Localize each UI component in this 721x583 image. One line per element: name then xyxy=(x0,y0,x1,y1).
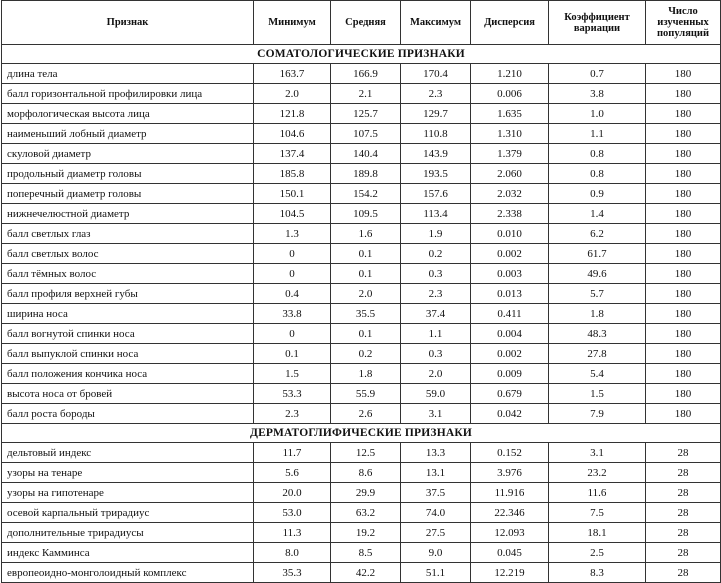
data-table xyxy=(1,0,721,583)
cell-populations: 180 xyxy=(646,324,721,344)
cell-variance: 1.379 xyxy=(471,144,549,164)
cell-mean: 1.8 xyxy=(331,364,401,384)
cell-maximum: 27.5 xyxy=(401,523,471,543)
cell-mean: 2.0 xyxy=(331,284,401,304)
cell-trait: балл положения кончика носа xyxy=(2,364,254,384)
cell-coefficient: 1.1 xyxy=(549,124,646,144)
cell-coefficient: 23.2 xyxy=(549,463,646,483)
cell-minimum: 1.3 xyxy=(254,224,331,244)
cell-populations: 28 xyxy=(646,503,721,523)
cell-coefficient: 0.9 xyxy=(549,184,646,204)
cell-mean: 154.2 xyxy=(331,184,401,204)
cell-maximum: 193.5 xyxy=(401,164,471,184)
cell-populations: 28 xyxy=(646,483,721,503)
cell-mean: 2.1 xyxy=(331,84,401,104)
cell-minimum: 8.0 xyxy=(254,543,331,563)
cell-maximum: 2.0 xyxy=(401,364,471,384)
cell-populations: 28 xyxy=(646,443,721,463)
cell-trait: узоры на тенаре xyxy=(2,463,254,483)
cell-mean: 42.2 xyxy=(331,563,401,583)
cell-trait: балл светлых волос xyxy=(2,244,254,264)
cell-minimum: 104.5 xyxy=(254,204,331,224)
cell-coefficient: 1.0 xyxy=(549,104,646,124)
cell-mean: 8.6 xyxy=(331,463,401,483)
cell-maximum: 1.9 xyxy=(401,224,471,244)
cell-minimum: 53.0 xyxy=(254,503,331,523)
cell-variance: 0.009 xyxy=(471,364,549,384)
cell-minimum: 104.6 xyxy=(254,124,331,144)
header-minimum: Минимум xyxy=(254,1,331,45)
cell-populations: 180 xyxy=(646,144,721,164)
cell-maximum: 9.0 xyxy=(401,543,471,563)
cell-populations: 180 xyxy=(646,184,721,204)
cell-minimum: 2.0 xyxy=(254,84,331,104)
cell-populations: 28 xyxy=(646,523,721,543)
table-row xyxy=(2,164,721,184)
cell-trait: ширина носа xyxy=(2,304,254,324)
cell-populations: 180 xyxy=(646,124,721,144)
cell-variance: 2.338 xyxy=(471,204,549,224)
cell-populations: 180 xyxy=(646,84,721,104)
cell-maximum: 170.4 xyxy=(401,64,471,84)
cell-variance: 0.004 xyxy=(471,324,549,344)
header-mean: Средняя xyxy=(331,1,401,45)
cell-variance: 0.679 xyxy=(471,384,549,404)
cell-trait: балл светлых глаз xyxy=(2,224,254,244)
cell-populations: 180 xyxy=(646,104,721,124)
table-row xyxy=(2,64,721,84)
header-coefficient-of-variation: Коэффициент вариации xyxy=(549,1,646,45)
cell-trait: морфологическая высота лица xyxy=(2,104,254,124)
cell-variance: 0.002 xyxy=(471,244,549,264)
header-variance: Дисперсия xyxy=(471,1,549,45)
cell-mean: 55.9 xyxy=(331,384,401,404)
cell-coefficient: 1.4 xyxy=(549,204,646,224)
cell-maximum: 0.3 xyxy=(401,264,471,284)
cell-minimum: 1.5 xyxy=(254,364,331,384)
cell-mean: 166.9 xyxy=(331,64,401,84)
cell-trait: индекс Камминса xyxy=(2,543,254,563)
cell-minimum: 11.3 xyxy=(254,523,331,543)
table-row xyxy=(2,224,721,244)
cell-variance: 2.032 xyxy=(471,184,549,204)
cell-maximum: 13.3 xyxy=(401,443,471,463)
cell-minimum: 0.4 xyxy=(254,284,331,304)
cell-coefficient: 0.7 xyxy=(549,64,646,84)
table-row xyxy=(2,124,721,144)
cell-coefficient: 5.4 xyxy=(549,364,646,384)
cell-mean: 0.1 xyxy=(331,264,401,284)
cell-trait: балл тёмных волос xyxy=(2,264,254,284)
cell-minimum: 0 xyxy=(254,264,331,284)
table-row xyxy=(2,443,721,463)
cell-mean: 1.6 xyxy=(331,224,401,244)
cell-mean: 12.5 xyxy=(331,443,401,463)
cell-minimum: 20.0 xyxy=(254,483,331,503)
cell-variance: 0.003 xyxy=(471,264,549,284)
table-row xyxy=(2,503,721,523)
cell-populations: 180 xyxy=(646,344,721,364)
cell-mean: 107.5 xyxy=(331,124,401,144)
cell-coefficient: 48.3 xyxy=(549,324,646,344)
cell-variance: 0.152 xyxy=(471,443,549,463)
cell-minimum: 33.8 xyxy=(254,304,331,324)
cell-maximum: 2.3 xyxy=(401,284,471,304)
cell-minimum: 0 xyxy=(254,244,331,264)
table-row xyxy=(2,384,721,404)
cell-trait: узоры на гипотенаре xyxy=(2,483,254,503)
cell-populations: 180 xyxy=(646,284,721,304)
cell-variance: 0.411 xyxy=(471,304,549,324)
cell-coefficient: 5.7 xyxy=(549,284,646,304)
section-title: ДЕРМАТОГЛИФИЧЕСКИЕ ПРИЗНАКИ xyxy=(2,424,721,443)
cell-trait: продольный диаметр головы xyxy=(2,164,254,184)
cell-variance: 1.635 xyxy=(471,104,549,124)
cell-trait: дельтовый индекс xyxy=(2,443,254,463)
cell-minimum: 11.7 xyxy=(254,443,331,463)
header-populations-count: Число изученных популяций xyxy=(646,1,721,45)
cell-trait: балл роста бороды xyxy=(2,404,254,424)
cell-coefficient: 1.8 xyxy=(549,304,646,324)
cell-mean: 35.5 xyxy=(331,304,401,324)
table-row xyxy=(2,364,721,384)
cell-minimum: 150.1 xyxy=(254,184,331,204)
cell-maximum: 37.5 xyxy=(401,483,471,503)
cell-maximum: 113.4 xyxy=(401,204,471,224)
cell-maximum: 74.0 xyxy=(401,503,471,523)
cell-coefficient: 0.8 xyxy=(549,144,646,164)
cell-mean: 125.7 xyxy=(331,104,401,124)
cell-mean: 0.2 xyxy=(331,344,401,364)
cell-trait: нижнечелюстной диаметр xyxy=(2,204,254,224)
cell-trait: поперечный диаметр головы xyxy=(2,184,254,204)
cell-maximum: 1.1 xyxy=(401,324,471,344)
cell-coefficient: 8.3 xyxy=(549,563,646,583)
cell-coefficient: 61.7 xyxy=(549,244,646,264)
cell-variance: 0.006 xyxy=(471,84,549,104)
table-row xyxy=(2,184,721,204)
cell-populations: 180 xyxy=(646,224,721,244)
cell-maximum: 157.6 xyxy=(401,184,471,204)
cell-variance: 2.060 xyxy=(471,164,549,184)
cell-variance: 0.013 xyxy=(471,284,549,304)
cell-trait: дополнительные трирадиусы xyxy=(2,523,254,543)
cell-variance: 12.219 xyxy=(471,563,549,583)
cell-maximum: 3.1 xyxy=(401,404,471,424)
table-row xyxy=(2,284,721,304)
cell-mean: 0.1 xyxy=(331,324,401,344)
cell-trait: скуловой диаметр xyxy=(2,144,254,164)
cell-populations: 180 xyxy=(646,204,721,224)
cell-trait: европеоидно-монголоидный комплекс xyxy=(2,563,254,583)
table-row xyxy=(2,264,721,284)
cell-variance: 12.093 xyxy=(471,523,549,543)
table-row xyxy=(2,463,721,483)
cell-coefficient: 0.8 xyxy=(549,164,646,184)
table-row xyxy=(2,563,721,583)
header-row xyxy=(2,1,721,45)
table-row xyxy=(2,523,721,543)
cell-populations: 180 xyxy=(646,164,721,184)
cell-maximum: 129.7 xyxy=(401,104,471,124)
cell-mean: 140.4 xyxy=(331,144,401,164)
table-row xyxy=(2,344,721,364)
cell-maximum: 0.3 xyxy=(401,344,471,364)
cell-maximum: 110.8 xyxy=(401,124,471,144)
cell-coefficient: 6.2 xyxy=(549,224,646,244)
cell-minimum: 0 xyxy=(254,324,331,344)
cell-mean: 109.5 xyxy=(331,204,401,224)
cell-populations: 180 xyxy=(646,404,721,424)
cell-minimum: 121.8 xyxy=(254,104,331,124)
cell-trait: наименьший лобный диаметр xyxy=(2,124,254,144)
cell-minimum: 185.8 xyxy=(254,164,331,184)
cell-minimum: 163.7 xyxy=(254,64,331,84)
table-row xyxy=(2,104,721,124)
table-row xyxy=(2,84,721,104)
table-row xyxy=(2,483,721,503)
cell-populations: 180 xyxy=(646,304,721,324)
cell-mean: 189.8 xyxy=(331,164,401,184)
cell-trait: балл горизонтальной профилировки лица xyxy=(2,84,254,104)
cell-trait: высота носа от бровей xyxy=(2,384,254,404)
header-trait: Признак xyxy=(2,1,254,45)
table-row xyxy=(2,543,721,563)
cell-maximum: 0.2 xyxy=(401,244,471,264)
cell-populations: 28 xyxy=(646,563,721,583)
table-row xyxy=(2,304,721,324)
cell-coefficient: 7.5 xyxy=(549,503,646,523)
header-maximum: Максимум xyxy=(401,1,471,45)
cell-variance: 1.210 xyxy=(471,64,549,84)
cell-coefficient: 49.6 xyxy=(549,264,646,284)
cell-maximum: 13.1 xyxy=(401,463,471,483)
cell-mean: 0.1 xyxy=(331,244,401,264)
cell-populations: 180 xyxy=(646,244,721,264)
cell-coefficient: 3.1 xyxy=(549,443,646,463)
section-title: СОМАТОЛОГИЧЕСКИЕ ПРИЗНАКИ xyxy=(2,45,721,64)
table-row xyxy=(2,144,721,164)
cell-coefficient: 1.5 xyxy=(549,384,646,404)
cell-minimum: 0.1 xyxy=(254,344,331,364)
cell-populations: 180 xyxy=(646,384,721,404)
cell-mean: 63.2 xyxy=(331,503,401,523)
table-row xyxy=(2,404,721,424)
cell-minimum: 2.3 xyxy=(254,404,331,424)
table-row xyxy=(2,244,721,264)
cell-minimum: 53.3 xyxy=(254,384,331,404)
cell-trait: осевой карпальный трирадиус xyxy=(2,503,254,523)
section-header-row xyxy=(2,45,721,64)
cell-populations: 180 xyxy=(646,264,721,284)
cell-trait: балл вогнутой спинки носа xyxy=(2,324,254,344)
cell-variance: 3.976 xyxy=(471,463,549,483)
cell-maximum: 51.1 xyxy=(401,563,471,583)
cell-variance: 0.045 xyxy=(471,543,549,563)
cell-coefficient: 2.5 xyxy=(549,543,646,563)
cell-mean: 29.9 xyxy=(331,483,401,503)
cell-mean: 8.5 xyxy=(331,543,401,563)
cell-coefficient: 7.9 xyxy=(549,404,646,424)
cell-variance: 0.010 xyxy=(471,224,549,244)
cell-minimum: 35.3 xyxy=(254,563,331,583)
section-header-row xyxy=(2,424,721,443)
cell-maximum: 37.4 xyxy=(401,304,471,324)
cell-coefficient: 27.8 xyxy=(549,344,646,364)
cell-coefficient: 3.8 xyxy=(549,84,646,104)
cell-minimum: 137.4 xyxy=(254,144,331,164)
cell-variance: 1.310 xyxy=(471,124,549,144)
cell-maximum: 59.0 xyxy=(401,384,471,404)
cell-populations: 28 xyxy=(646,543,721,563)
cell-variance: 22.346 xyxy=(471,503,549,523)
cell-coefficient: 18.1 xyxy=(549,523,646,543)
cell-variance: 0.002 xyxy=(471,344,549,364)
table-row xyxy=(2,204,721,224)
cell-mean: 19.2 xyxy=(331,523,401,543)
cell-variance: 0.042 xyxy=(471,404,549,424)
cell-trait: длина тела xyxy=(2,64,254,84)
cell-maximum: 2.3 xyxy=(401,84,471,104)
table-body xyxy=(2,45,721,583)
cell-trait: балл выпуклой спинки носа xyxy=(2,344,254,364)
cell-maximum: 143.9 xyxy=(401,144,471,164)
cell-populations: 180 xyxy=(646,364,721,384)
cell-populations: 28 xyxy=(646,463,721,483)
cell-populations: 180 xyxy=(646,64,721,84)
cell-minimum: 5.6 xyxy=(254,463,331,483)
cell-variance: 11.916 xyxy=(471,483,549,503)
cell-coefficient: 11.6 xyxy=(549,483,646,503)
table-row xyxy=(2,324,721,344)
cell-mean: 2.6 xyxy=(331,404,401,424)
cell-trait: балл профиля верхней губы xyxy=(2,284,254,304)
